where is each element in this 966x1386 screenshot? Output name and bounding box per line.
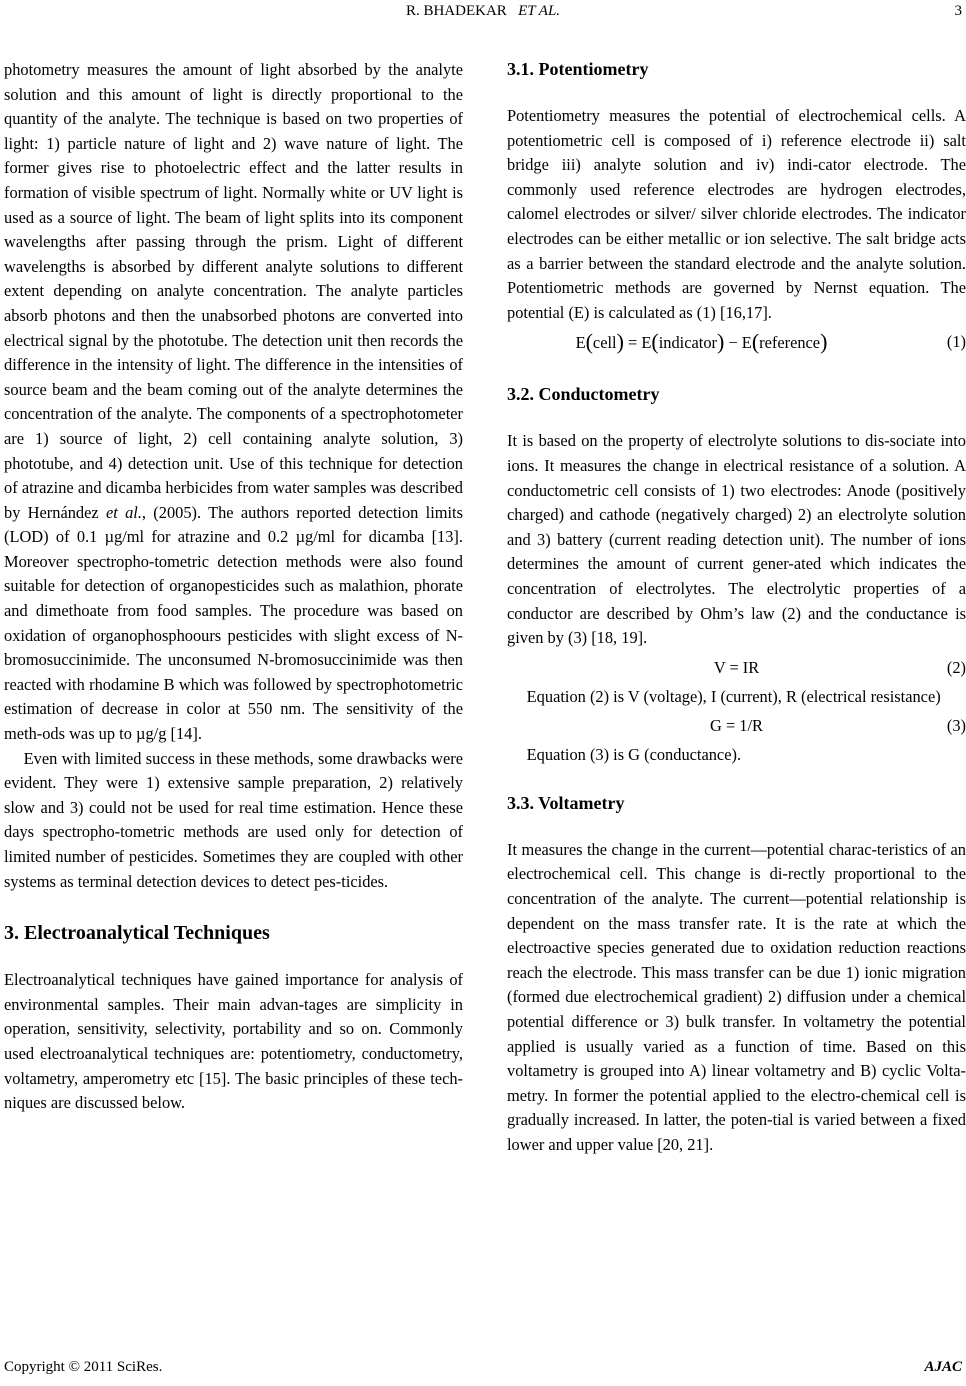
equation-2 bbox=[507, 651, 966, 685]
paragraph-drawbacks: Even with limited success in these methods, some drawbacks were evident. They were 1) extensive sample preparation, 2) relatively slow and 3) could not be used for real time estimation. Hence these days spectropho-tometric methods are used only for detection of limited number of pesticides. Sometimes they are coupled with other systems as terminal detection devices to detect pes-ticides. bbox=[4, 748, 463, 891]
running-head bbox=[0, 3, 966, 20]
equation-2-description: Equation (2) is V (voltage), I (current), R (electrical resistance) bbox=[526, 686, 941, 706]
spacer bbox=[507, 82, 966, 104]
equation-1 bbox=[507, 325, 966, 359]
paragraph-text: photometry measures the amount of light absorbed by the analyte solution and this amount of light is directly proportional to the quantity of the analyte. The technique is based on two properties of light: 1) particle nature of light and 2) wave nature of light. The former gives rise to photoelectric effect and the latter results in formation of visible spectrum of light. Normally white or UV light is used as a source of light. The beam of light splits into its component wavelengths after passing through the prism. Light of different wavelengths is absorbed by different analyte solutions to different extent depending on analyte concentration. The analyte particles absorb photons and then the unabsorbed photons are converted into electrical signal by the phototube. The detection unit then records the difference in the intensity of light. The difference in the intensities of source beam and the beam coming out of the analyte determines the concentration of the analyte. The components of a spectrophotometer are 1) source of light, 2) cell containing analyte solution, 3) phototube, and 4) detection unit. Use of this technique for detection of atrazine and dicamba herbicides from water samples was described by Hernández bbox=[4, 60, 463, 522]
page-number: 3 bbox=[954, 3, 962, 19]
spacer bbox=[507, 407, 966, 429]
left-column bbox=[4, 58, 463, 1116]
paragraph-conductometry: It is based on the property of electrolyte solutions to dis-sociate into ions. It measures the change in electrical resistance of a solution. A conductometric cell consists of 1) two electrodes: Anode (positively charged) and cathode (negatively charged) 2) an electrolyte solution and 3) battery (current reading detection unit). The number of ions determines the amount of current gener-ated which indicates the concentration of electrolytes. The electrolytic properties of a conductor are described by Ohm’s law (2) and the conductance is given by (3) [18, 19]. bbox=[507, 431, 966, 648]
paragraph-voltametry: It measures the change in the current—potential charac-teristics of an electrochemical cell. This change is di-rectly proportional to the concentration of the analyte. The current—potential relationship is dependent on the mass transfer rate. It is the rate at which the electroactive species generated due to oxidation reduction reactions reach the electrode. This mass transfer can be due 1) ionic migration (formed due electrochemical gradient) 2) diffusion under a chemical potential difference or 3) bulk transfer. In voltametry the potential applied is usually varied as a function of time. Based on this voltametry is grouped into A) linear voltametry and B) cyclic Volta-metry. In former the potential applied to the electro-chemical cell is gradually increased. In latter, the poten-tial is varied between a fixed lower and upper value [20, 21]. bbox=[507, 839, 966, 1154]
equation-2-expression: V = IR bbox=[713, 657, 760, 677]
equation-3-expression: G = 1/R bbox=[710, 716, 763, 736]
equation-3 bbox=[507, 709, 966, 743]
right-column bbox=[507, 56, 966, 1158]
spacer bbox=[4, 946, 463, 968]
section-3-1-heading: 3.1. Potentiometry bbox=[507, 59, 649, 79]
spacer bbox=[507, 816, 966, 838]
copyright-notice: Copyright © 2011 SciRes. bbox=[4, 1359, 163, 1375]
page-header bbox=[0, 3, 966, 27]
spacer bbox=[507, 359, 966, 381]
paragraph-electroanalytical: Electroanalytical techniques have gained importance for analysis of environmental samples. Their main advan-tages are simplicity in operation, sensitivity, selectivity, portability and so on. Commonly used electroanalytical techniques are: potentiometry, conductometry, voltametry, amperometry etc [15]. The basic principles of these tech-niques are discussed below. bbox=[4, 970, 463, 1113]
equation-1-expression: E(cell) = E(indicator) − E(reference) bbox=[575, 329, 828, 355]
spacer bbox=[507, 768, 966, 790]
equation-3-description: Equation (3) is G (conductance). bbox=[526, 745, 742, 765]
et-al-italic: et al. bbox=[105, 502, 142, 522]
spacer bbox=[4, 894, 463, 920]
paragraph-text: , (2005). The authors reported detection limits (LOD) of 0.1 µg/ml for atrazine and 0.2 µg/ml for dicamba [13]. Moreover spectropho-tometric detection methods were also found suitable for detection of organopesticides such as malathion, phorate and dimethoate from food samples. The procedure was based on oxidation of organophosphoours pesticides with slight excess of N-bromosuccinimide. The unconsumed N-bromosuccinimide was then reacted with rhodamine B which was followed by spectrophotometric estimation of decrease in color at 550 nm. The sensitivity of the meth-ods was up to µg/g [14]. bbox=[4, 502, 463, 744]
page-footer bbox=[0, 1359, 966, 1381]
section-3-2-heading: 3.2. Conductometry bbox=[507, 384, 660, 405]
running-head-etal: ET AL. bbox=[518, 3, 561, 19]
running-head-author: R. BHADEKAR bbox=[405, 3, 507, 19]
section-3-heading: 3. Electroanalytical Techniques bbox=[4, 922, 270, 945]
paragraph-spectrophotometry bbox=[4, 58, 463, 747]
journal-abbreviation: AJAC bbox=[924, 1359, 962, 1375]
equation-2-number: (2) bbox=[946, 657, 966, 677]
section-3-3-heading: 3.3. Voltametry bbox=[507, 792, 625, 813]
equation-3-number: (3) bbox=[946, 716, 966, 736]
equation-1-number: (1) bbox=[946, 332, 966, 352]
paragraph-potentiometry: Potentiometry measures the potential of electrochemical cells. A potentiometric cell is composed of i) reference electrode ii) salt bridge iii) analyte solution and iv) indi-cator electrode. The commonly used reference electrodes are hydrogen electrodes, calomel electrodes or silver/ silver chloride electrodes. The indicator electrodes can be either metallic or ion selective. The salt bridge acts as a barrier between the standard electrode and the analyte solution. Potentiometric methods are governed by Nernst equation. The potential (E) is calculated as (1) [16,17]. bbox=[507, 106, 966, 322]
